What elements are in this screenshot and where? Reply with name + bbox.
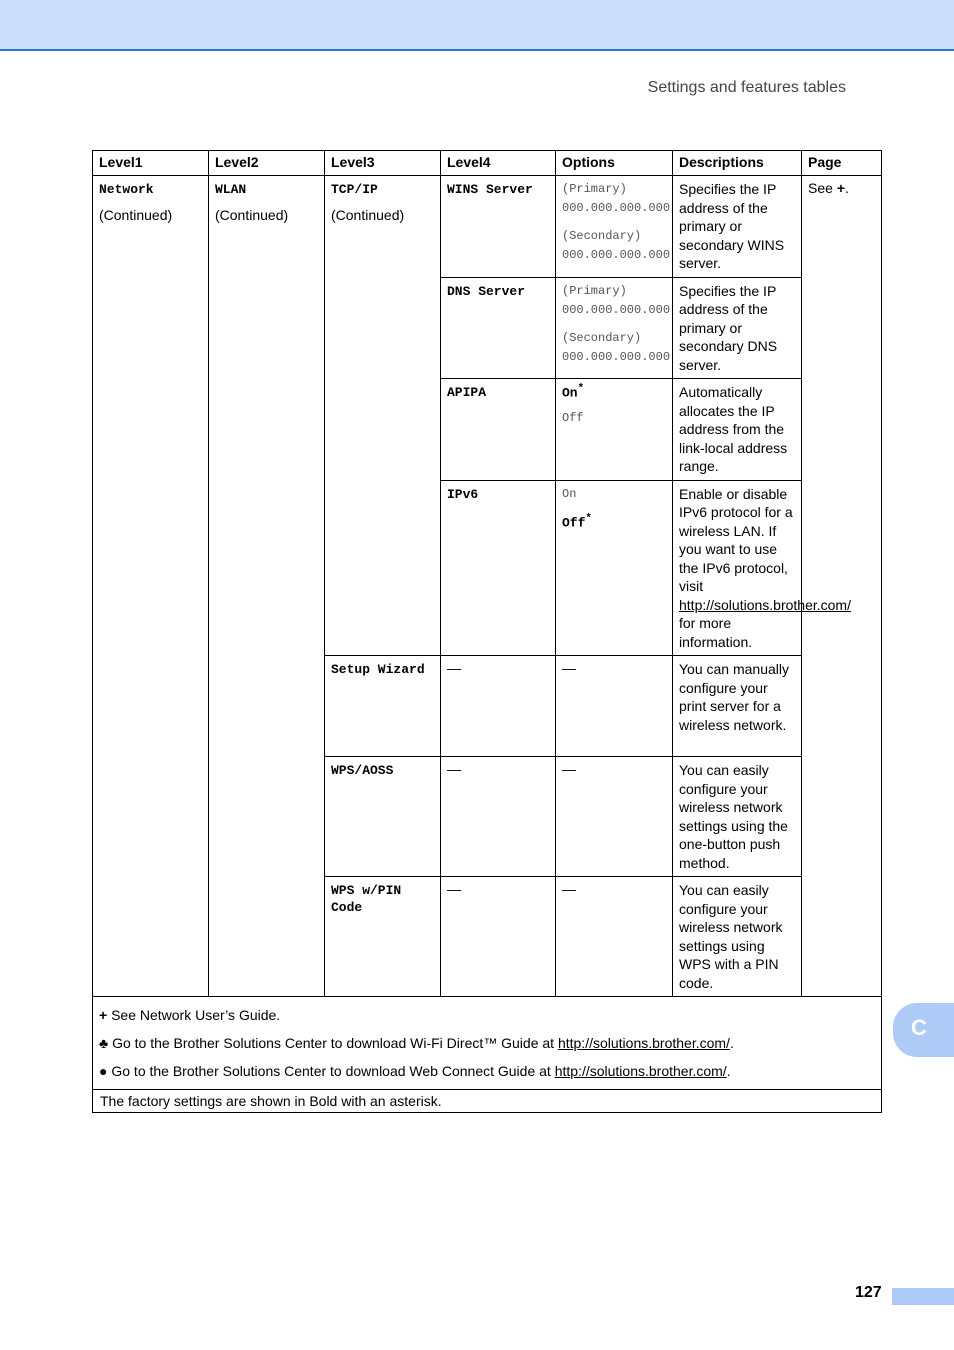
wins-secondary-label: (Secondary) bbox=[562, 229, 642, 243]
footnote-2: ♣ Go to the Brother Solutions Center to download Wi-Fi Direct™ Guide at http://solutions.brother.com/. bbox=[99, 1035, 734, 1051]
wins-primary-value: 000.000.000.000 bbox=[562, 201, 671, 215]
chapter-tab bbox=[893, 1003, 954, 1057]
footnote-2-text: Go to the Brother Solutions Center to download Wi-Fi Direct™ Guide at bbox=[112, 1035, 555, 1051]
level3-tcpip-cell bbox=[325, 176, 441, 656]
club-icon: ♣ bbox=[99, 1035, 109, 1051]
col-header-descriptions: Descriptions bbox=[673, 151, 802, 176]
running-header: Settings and features tables bbox=[647, 79, 846, 96]
dns-server-label: DNS Server bbox=[447, 283, 526, 299]
wps-pin-label: WPS w/PIN Code bbox=[331, 883, 402, 915]
apipa-label: APIPA bbox=[447, 385, 487, 400]
options-dns bbox=[556, 277, 673, 379]
options-wps-aoss: — bbox=[556, 757, 673, 877]
factory-note-row bbox=[93, 1090, 882, 1113]
description-wps-pin: You can easily configure your wireless network settings using WPS with a PIN code. bbox=[673, 877, 802, 997]
page-ref-text: See bbox=[808, 180, 833, 196]
options-wins bbox=[556, 176, 673, 278]
description-wps-aoss: You can easily configure your wireless network settings using the one-button push method. bbox=[673, 757, 802, 877]
apipa-option-on: On bbox=[562, 385, 578, 401]
page-cell: See +. bbox=[802, 176, 882, 997]
footnote-3: ● Go to the Brother Solutions Center to download Web Connect Guide at http://solutions.brother.com/. bbox=[99, 1063, 731, 1079]
col-header-level1: Level1 bbox=[93, 151, 209, 176]
ipv6-option-off: Off bbox=[562, 514, 586, 530]
bullet-icon: ● bbox=[99, 1063, 108, 1079]
apipa-option-off: Off bbox=[562, 411, 584, 426]
dns-primary-label: (Primary) bbox=[562, 283, 627, 298]
col-header-level2: Level2 bbox=[209, 151, 325, 176]
level3-tcpip-continued: (Continued) bbox=[331, 207, 405, 223]
level3-setup-wizard bbox=[325, 656, 441, 757]
wps-aoss-label: WPS/AOSS bbox=[331, 763, 394, 778]
col-header-page: Page bbox=[802, 151, 882, 176]
dns-secondary-label: (Secondary) bbox=[562, 330, 642, 345]
col-header-level3: Level3 bbox=[325, 151, 441, 176]
setup-wizard-label: Setup Wizard bbox=[331, 662, 425, 677]
description-wins: Specifies the IP address of the primary or secondary WINS server. bbox=[673, 176, 802, 278]
footnote-3-text: Go to the Brother Solutions Center to download Web Connect Guide at bbox=[111, 1063, 551, 1079]
description-ipv6 bbox=[673, 480, 851, 656]
level4-wins bbox=[441, 176, 556, 278]
level4-ipv6 bbox=[441, 480, 556, 656]
dns-secondary-value: 000.000.000.000 bbox=[562, 349, 671, 364]
plus-icon: + bbox=[836, 180, 845, 196]
footnote-1 bbox=[99, 1001, 875, 1029]
wins-server-label: WINS Server bbox=[447, 182, 533, 197]
ipv6-description-text: Enable or disable IPv6 protocol for a wireless LAN. If you want to use the IPv6 protocol, visit bbox=[679, 485, 793, 594]
page-number: 127 bbox=[855, 1284, 882, 1301]
level4-wps-pin: — bbox=[441, 877, 556, 997]
table-header-row bbox=[93, 151, 882, 176]
footnotes-row bbox=[93, 997, 882, 1090]
col-header-options: Options bbox=[556, 151, 673, 176]
factory-note: The factory settings are shown in Bold with an asterisk. bbox=[93, 1090, 882, 1113]
level2-cell bbox=[209, 176, 325, 997]
top-band bbox=[0, 0, 954, 51]
level4-wps-aoss: — bbox=[441, 757, 556, 877]
ipv6-option-on: On bbox=[562, 486, 577, 501]
level4-dns bbox=[441, 277, 556, 379]
ipv6-label: IPv6 bbox=[447, 486, 479, 502]
level4-setup-wizard: — bbox=[441, 656, 556, 757]
level3-wps-pin bbox=[325, 877, 441, 997]
chapter-tab-letter: C bbox=[911, 1015, 927, 1040]
footnote-2-link[interactable]: http://solutions.brother.com/ bbox=[557, 1035, 730, 1051]
settings-table bbox=[92, 150, 882, 1113]
ipv6-solutions-link[interactable]: http://solutions.brother.com/ bbox=[679, 596, 851, 613]
options-wps-pin: — bbox=[556, 877, 673, 997]
wins-primary-label: (Primary) bbox=[562, 182, 627, 196]
level2-name: WLAN bbox=[215, 182, 247, 197]
level3-wps-aoss bbox=[325, 757, 441, 877]
footnote-1-text: See Network User’s Guide. bbox=[111, 1007, 281, 1023]
level1-name: Network bbox=[99, 182, 154, 197]
level1-cell bbox=[93, 176, 209, 997]
plus-icon: + bbox=[99, 1007, 108, 1023]
page-number-bar bbox=[892, 1288, 954, 1305]
col-header-level4: Level4 bbox=[441, 151, 556, 176]
footnote-3-link[interactable]: http://solutions.brother.com/ bbox=[554, 1063, 727, 1079]
options-ipv6: On Off* bbox=[556, 480, 673, 656]
dns-primary-value: 000.000.000.000 bbox=[562, 302, 671, 317]
table-row bbox=[93, 176, 882, 278]
wins-secondary-value: 000.000.000.000 bbox=[562, 248, 671, 262]
level3-tcpip-name: TCP/IP bbox=[331, 182, 378, 197]
level4-apipa bbox=[441, 379, 556, 481]
description-apipa: Automatically allocates the IP address from the link-local address range. bbox=[673, 379, 802, 481]
level2-continued: (Continued) bbox=[215, 207, 289, 223]
ipv6-description-end: for more information. bbox=[679, 615, 753, 650]
description-setup-wizard: You can manually configure your print server for a wireless network. bbox=[673, 656, 802, 757]
options-apipa: On* Off bbox=[556, 379, 673, 481]
footnotes-cell bbox=[93, 997, 882, 1090]
level1-continued: (Continued) bbox=[99, 207, 173, 223]
description-dns: Specifies the IP address of the primary or secondary DNS server. bbox=[673, 277, 802, 379]
options-setup-wizard: — bbox=[556, 656, 673, 757]
